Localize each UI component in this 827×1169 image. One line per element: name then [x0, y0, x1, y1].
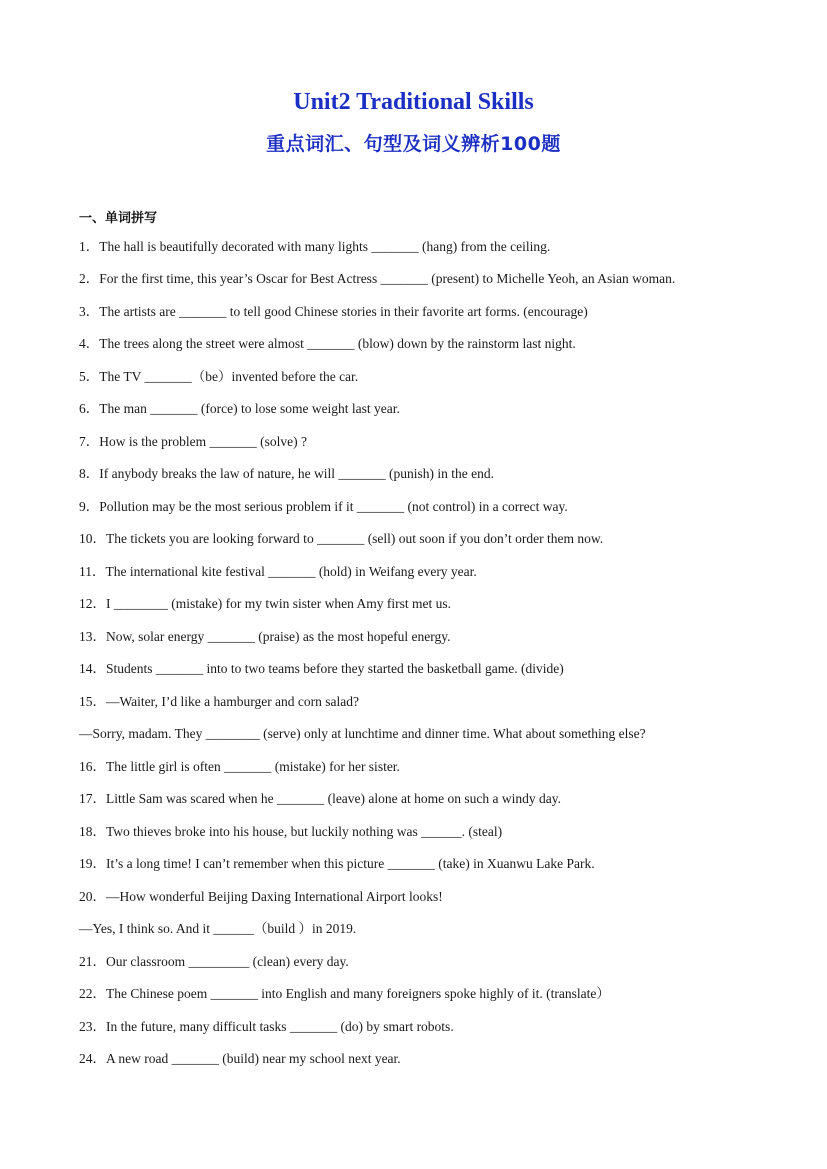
question-line: 17．Little Sam was scared when he _______ (leave) alone at home on such a windy day.	[79, 791, 561, 806]
question-line: 20．—How wonderful Beijing Daxing International Airport looks!	[79, 889, 443, 904]
answer-line: —Yes, I think so. And it ______（build ）in 2019.	[79, 921, 357, 936]
question-line: 19．It’s a long time! I can’t remember when this picture _______ (take) in Xuanwu Lake Park.	[79, 856, 595, 871]
section-heading: 一、单词拼写	[79, 211, 158, 226]
question-line: 10．The tickets you are looking forward to _______ (sell) out soon if you don’t order them now.	[79, 531, 604, 546]
question-line: 11．The international kite festival _______ (hold) in Weifang every year.	[79, 564, 477, 579]
question-line: 14．Students _______ into to two teams before they started the basketball game. (divide)	[79, 661, 564, 676]
question-line: 8．If anybody breaks the law of nature, he will _______ (punish) in the end.	[79, 466, 495, 481]
question-line: 18．Two thieves broke into his house, but luckily nothing was ______. (steal)	[79, 824, 503, 839]
question-line: 21．Our classroom _________ (clean) every day.	[79, 954, 349, 969]
question-line: 16．The little girl is often _______ (mistake) for her sister.	[79, 759, 400, 774]
page-title: Unit2 Traditional Skills	[293, 89, 534, 115]
question-line: 2．For the first time, this year’s Oscar for Best Actress _______ (present) to Michelle Yeoh, an Asian woman.	[79, 271, 676, 286]
question-line: 4．The trees along the street were almost _______ (blow) down by the rainstorm last night.	[79, 336, 576, 351]
question-line: 23．In the future, many difficult tasks _______ (do) by smart robots.	[79, 1019, 454, 1034]
page-subtitle: 重点词汇、句型及词义辨析100题	[266, 133, 561, 155]
question-line: 24．A new road _______ (build) near my school next year.	[79, 1051, 401, 1066]
question-line: 12．I ________ (mistake) for my twin sister when Amy first met us.	[79, 596, 451, 611]
question-line: 7．How is the problem _______ (solve) ?	[79, 434, 307, 449]
question-line: 15．—Waiter, I’d like a hamburger and corn salad?	[79, 694, 360, 709]
question-line: 13．Now, solar energy _______ (praise) as the most hopeful energy.	[79, 629, 451, 644]
question-line: 22．The Chinese poem _______ into English and many foreigners spoke highly of it. (translate）	[79, 986, 610, 1001]
question-line: 5．The TV _______（be）invented before the car.	[79, 369, 359, 384]
answer-line: —Sorry, madam. They ________ (serve) only at lunchtime and dinner time. What about something else?	[79, 726, 646, 741]
question-line: 6．The man _______ (force) to lose some weight last year.	[79, 401, 400, 416]
question-line: 9．Pollution may be the most serious problem if it _______ (not control) in a correct way.	[79, 499, 568, 514]
question-line: 3．The artists are _______ to tell good Chinese stories in their favorite art forms. (encourage)	[79, 304, 588, 319]
question-line: 1．The hall is beautifully decorated with many lights _______ (hang) from the ceiling.	[79, 239, 551, 254]
